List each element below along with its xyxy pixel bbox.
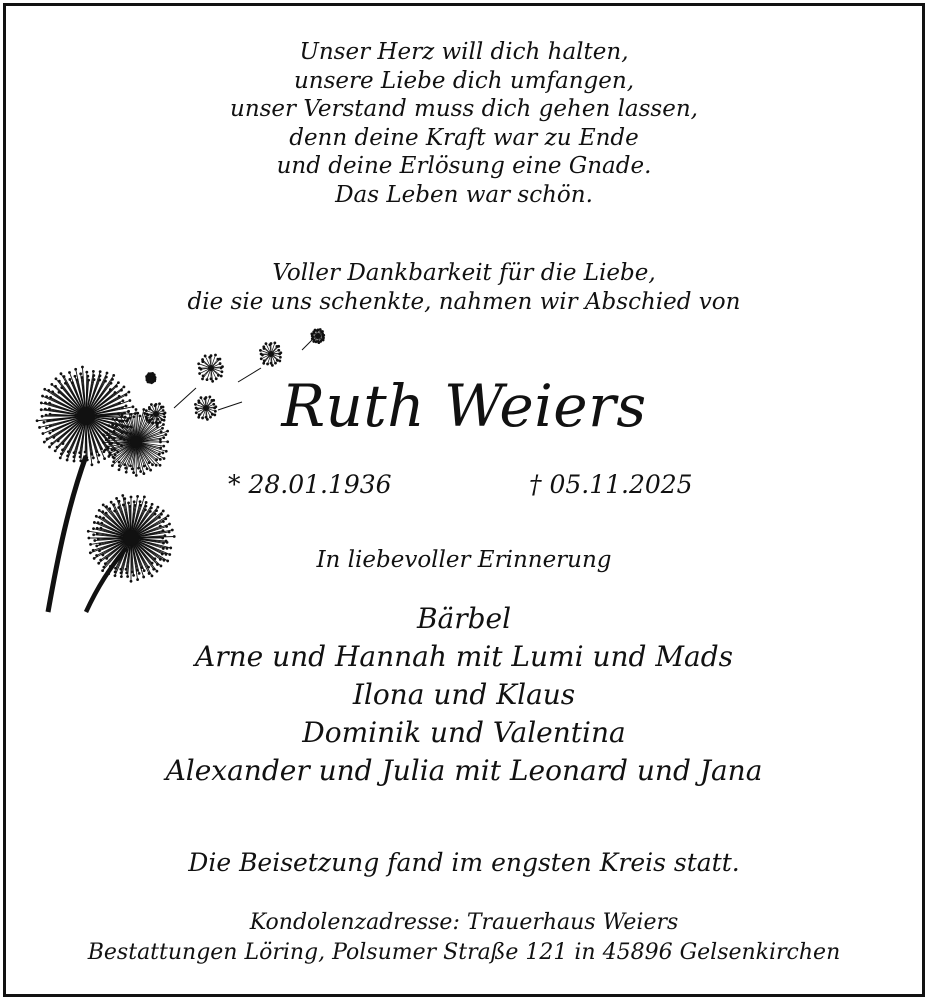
- birth-date: * 28.01.1936: [228, 470, 392, 499]
- farewell-line: Voller Dankbarkeit für die Liebe,: [272, 260, 656, 286]
- deceased-name: Ruth Weiers: [281, 372, 647, 440]
- farewell-line: die sie uns schenkte, nahmen wir Abschied von: [187, 288, 741, 315]
- address-line: Kondolenzadresse: Trauerhaus Weiers: [249, 910, 679, 935]
- poem-line: unser Verstand muss dich gehen lassen,: [230, 96, 698, 122]
- farewell-text: [6, 259, 922, 316]
- condolence-address: [6, 908, 922, 968]
- poem-line: und deine Erlösung eine Gnade.: [276, 153, 652, 179]
- burial-note: Die Beisetzung fand im engsten Kreis statt.: [188, 848, 740, 877]
- address-line: Bestattungen Löring, Polsumer Straße 121 in 45896 Gelsenkirchen: [87, 940, 841, 965]
- family-member: Alexander und Julia mit Leonard und Jana: [165, 754, 763, 787]
- memory-line: In liebevoller Erinnerung: [316, 547, 612, 573]
- family-member: Dominik und Valentina: [302, 716, 626, 749]
- family-member: Arne und Hannah mit Lumi und Mads: [194, 640, 734, 673]
- obituary-notice: [3, 3, 925, 997]
- family-member: Bärbel: [416, 602, 512, 635]
- family-list: [6, 600, 922, 790]
- family-member: Ilona und Klaus: [352, 678, 576, 711]
- poem-line: denn deine Kraft war zu Ende: [289, 124, 639, 151]
- poem-line: Unser Herz will dich halten,: [299, 39, 629, 65]
- poem: [6, 38, 922, 209]
- poem-line: Das Leben war schön.: [335, 181, 593, 208]
- death-date: † 05.11.2025: [529, 470, 693, 499]
- poem-line: unsere Liebe dich umfangen,: [293, 67, 635, 94]
